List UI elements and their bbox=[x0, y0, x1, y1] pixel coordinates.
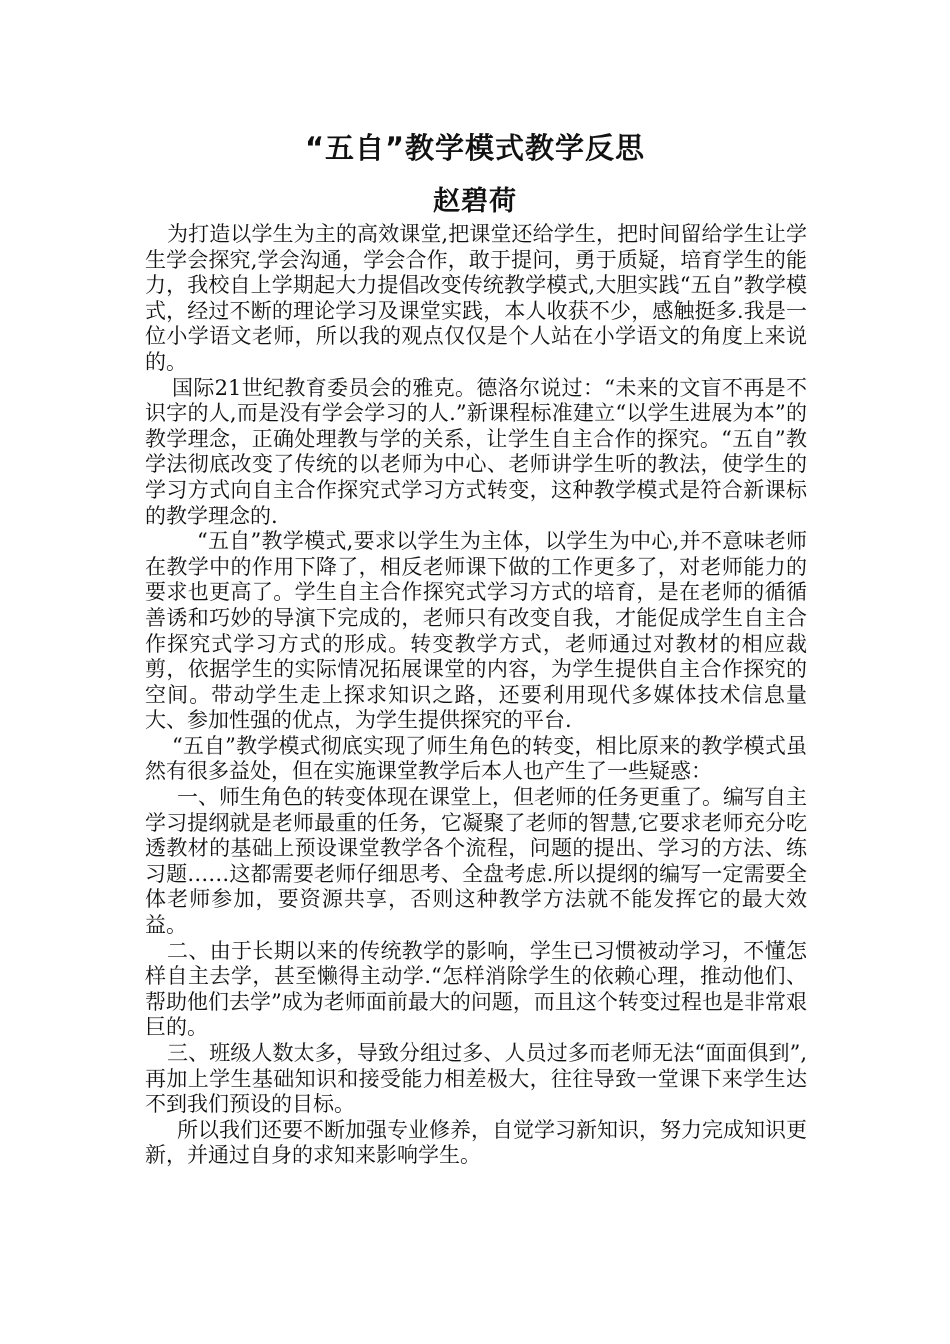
paragraph-point-one: 一、师生角色的转变体现在课堂上，但老师的任务更重了。编写自主学习提纲就是老师最重的任务，它凝聚了老师的智慧,它要求老师充分吃透教材的基础上预设课堂教学各个流程，问题的提出、学习的方法、练习题……这都需要老师仔细思考、全盘考虑.所以提纲的编写一定需要全体老师参加，要资源共享，否则这种教学方法就不能发挥它的最大效益。 bbox=[145, 785, 807, 938]
document-author: 赵碧荷 bbox=[433, 186, 517, 217]
paragraph-point-two: 二、由于长期以来的传统教学的影响，学生已习惯被动学习，不懂怎样自主去学，甚至懒得主动学.“怎样消除学生的依赖心理，推动他们、帮助他们去学”成为老师面前最大的问题，而且这个转变过程也是非常艰巨的。 bbox=[145, 938, 807, 1040]
paragraph-point-three: 三、班级人数太多，导致分组过多、人员过多而老师无法“面面俱到”,再加上学生基础知识和接受能力相差极大，往往导致一堂课下来学生达不到我们预设的目标。 bbox=[145, 1041, 807, 1117]
paragraph-teacher-role: “五自”教学模式,要求以学生为主体，以学生为中心,并不意味老师在教学中的作用下降了，相反老师课下做的工作更多了，对老师能力的要求也更高了。学生自主合作探究式学习方式的培育，是在老师的循循善诱和巧妙的导演下完成的，老师只有改变自我，才能促成学生自主合作探究式学习方式的形成。转变教学方式，老师通过对教材的相应裁剪，依据学生的实际情况拓展课堂的内容，为学生提供自主合作探究的空间。带动学生走上探求知识之路，还要利用现代多媒体技术信息量大、参加性强的优点，为学生提供探究的平台. bbox=[145, 529, 807, 733]
paragraph-conclusion: 所以我们还要不断加强专业修养，自觉学习新知识，努力完成知识更新，并通过自身的求知来影响学生。 bbox=[145, 1117, 807, 1168]
paragraph-quote: 国际21世纪教育委员会的雅克。德洛尔说过：“未来的文盲不再是不识字的人,而是没有学会学习的人.”新课程标准建立“以学生进展为本”的教学理念，正确处理教与学的关系，让学生自主合作的探究。“五自”教学法彻底改变了传统的以老师为中心、老师讲学生听的教法，使学生的学习方式向自主合作探究式学习方式转变，这种教学模式是符合新课标的教学理念的. bbox=[145, 375, 807, 528]
document-body bbox=[145, 222, 807, 1169]
document-title: “五自”教学模式教学反思 bbox=[304, 131, 646, 165]
paragraph-doubts: “五自”教学模式彻底实现了师生角色的转变，相比原来的教学模式虽然有很多益处，但在实施课堂教学后本人也产生了一些疑惑： bbox=[145, 733, 807, 784]
paragraph-intro: 为打造以学生为主的高效课堂,把课堂还给学生，把时间留给学生让学生学会探究,学会沟通，学会合作，敢于提问，勇于质疑，培育学生的能力，我校自上学期起大力提倡改变传统教学模式,大胆实践“五自”教学模式，经过不断的理论学习及课堂实践，本人收获不少，感触挺多.我是一位小学语文老师，所以我的观点仅仅是个人站在小学语文的角度上来说的。 bbox=[145, 222, 807, 374]
